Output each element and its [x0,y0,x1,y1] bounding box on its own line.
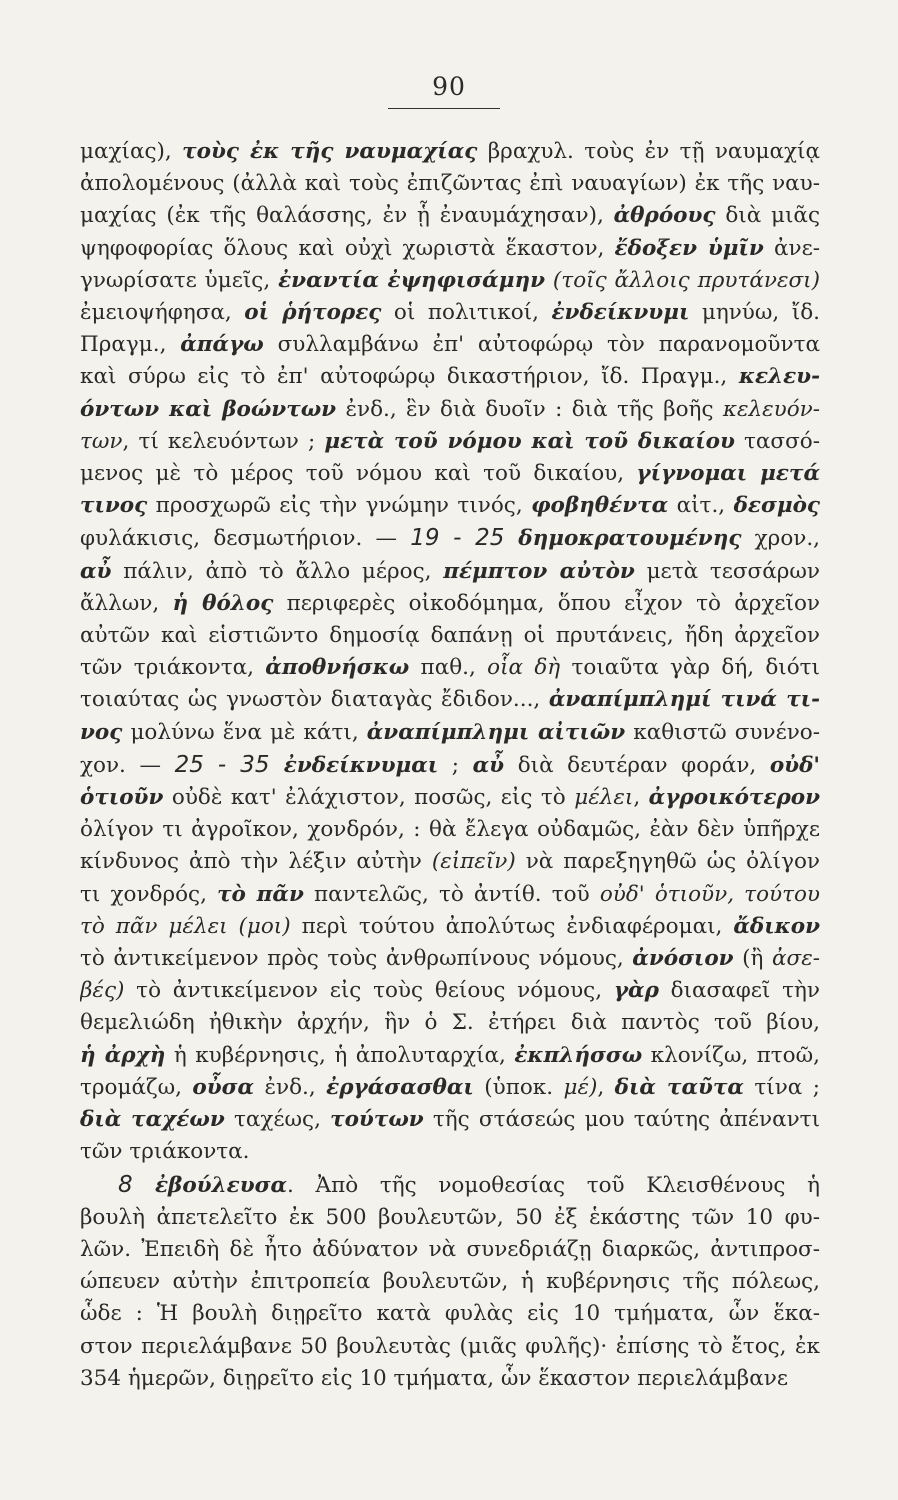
lemma-term: ἀθρόους [613,203,716,229]
lemma-term: τούτων [330,1107,424,1133]
lemma-term: φοβηθέντα [531,493,669,519]
lemma-term: ἀπάγω [180,332,264,358]
lemma-term: ἐνδείκνυμαι [269,752,439,778]
text-segment: οὐδ' ὁτιοῦν, τούτου [599,881,820,907]
text-segment: ἐμειοψήφησα, [80,300,245,326]
text-segment: διὰ δευτέραν φοράν, [504,752,770,778]
lemma-term: δεσμὸς [733,493,820,519]
text-segment: κλονίζω, πτοῶ, [642,1042,820,1068]
text-segment: ώπευεν αὐτὴν ἐπιτροπεία βουλευτῶν, ἡ κυβέρνησις τῆς πόλεως, [80,1269,820,1295]
lemma-term: τοὺς ἐκ τῆς ναυμαχίας [182,139,478,164]
lemma-term: οὖσα [192,1074,255,1100]
text-segment: ἀπολομένους (ἀλλὰ καὶ τοὺς ἐπιζῶντας ἐπὶ ναυαγίων) ἐκ τῆς ναυ- [80,171,820,197]
text-segment: ψηφοφορίας ὅλους καὶ οὐχὶ χωριστὰ ἕκαστον, [80,235,615,261]
text-segment: συλλαμβάνω ἐπ' αὐτοφώρῳ τὸν παρανομοῦντα [263,332,820,358]
text-line [80,1266,820,1298]
text-line [80,652,820,684]
text-segment: (ὑποκ. [473,1074,564,1100]
text-segment: τοιαῦτα γὰρ δή, διότι [560,655,820,681]
text-segment: κίνδυνος ἀπὸ τὴν λέξιν αὐτὴν [80,849,432,875]
text-segment: Πραγμ., [80,332,181,358]
text-line [80,1072,820,1104]
page-number-rule [388,108,500,109]
text-segment: διασαφεῖ τὴν [658,978,820,1004]
text-line [80,168,820,200]
lemma-term: ἀνόσιον [632,946,734,972]
text-line [80,329,820,361]
text-segment: , [597,1074,615,1100]
text-segment: νὰ παρεξηγηθῶ ὡς ὀλίγον [515,849,820,875]
text-segment: τι χονδρός, [80,881,218,907]
text-segment: λῶν. Ἐπειδὴ δὲ ἦτο ἀδύνατον νὰ συνεδριάζῃ διαρκῶς, ἀντιπροσ- [80,1236,820,1262]
text-segment: ἀσε- [772,946,820,972]
text-line [80,361,820,393]
text-line [80,911,820,943]
text-segment: βραχυλ. τοὺς ἐν τῇ ναυμαχίᾳ [477,139,820,164]
text-segment: μαχίας), [80,139,183,164]
text-line [80,749,820,782]
text-segment: θεμελιώδη ἠθικὴν ἀρχήν, ἣν ὁ Σ. ἐτήρει διὰ παντὸς τοῦ βίου, [80,1010,820,1036]
text-segment: ἄλλων, [80,590,173,616]
text-line [80,620,820,652]
text-segment: 19 - 25 [410,525,505,552]
text-line [80,879,820,911]
text-segment: μαχίας (ἐκ τῆς θαλάσσης, ἐν ᾗ ἐναυμάχησαν), [80,203,614,229]
text-segment: τὸ ἀντικείμενον εἰς τοὺς θείους νόμους, [124,978,614,1004]
text-segment: ὧδε : Ἡ βουλὴ διῃρεῖτο κατὰ φυλὰς εἰς 10 τμήματα, ὧν ἕκα- [80,1301,820,1327]
text-segment: παντελῶς, τὸ ἀντίθ. τοῦ [303,881,600,907]
text-line [80,1169,820,1202]
text-segment: φυλάκισις, δεσμωτήριον. — [80,526,411,552]
lemma-term: γὰρ [613,978,659,1004]
text-segment: τῆς στάσεώς μου ταύτης ἀπέναντι [423,1107,820,1133]
lemma-term: ἐργάσασθαι [326,1074,474,1100]
text-line [80,1298,820,1330]
lemma-term: ἀναπίμπλημί τινά τι- [548,687,820,713]
text-segment: περὶ τούτου ἀπολύτως ἐνδιαφέρομαι, [290,913,734,939]
text-line [80,943,820,975]
text-line [80,522,820,555]
text-segment: μολύνω ἕνα μὲ κάτι, [122,719,367,745]
lemma-term: αὖ [472,752,505,778]
lemma-term: ἀναπίμπλημι αἰτιῶν [366,719,626,745]
lemma-term: πέμπτον αὐτὸν [443,558,635,584]
text-segment: ἡ κυβέρνησις, ἡ ἀπολυταρχία, [165,1042,515,1068]
text-line [80,1331,820,1363]
text-line [80,846,820,878]
text-segment: καὶ σύρω εἰς τὸ ἐπ' αὐτοφώρῳ δικαστήριον, ἴδ. Πραγμ., [80,364,739,390]
lemma-term: όντων καὶ βοώντων [80,396,337,422]
text-segment: μενος μὲ τὸ μέρος τοῦ νόμου καὶ τοῦ δικαίου, [80,461,637,487]
lemma-term: ἐβούλευσα [132,1172,288,1198]
text-segment: καθιστῶ συνένο- [625,719,820,745]
text-segment: (εἰπεῖν) [431,849,516,875]
text-segment: διὰ μιᾶς [715,203,820,229]
text-segment: βουλὴ ἀπετελεῖτο ἐκ 500 βουλευτῶν, 50 ἐξ ἑκάστης τῶν 10 φυ- [80,1204,820,1230]
lemma-term: τὸ πᾶν [217,881,304,907]
text-line [80,1136,820,1168]
text-line [80,814,820,846]
text-line [80,1202,820,1234]
text-line [80,426,820,458]
text-line [80,556,820,588]
text-segment: ταχέως, [224,1107,331,1133]
commentary-text [80,136,820,1395]
lemma-term: ἡ ἀρχὴ [80,1042,166,1068]
text-segment: χον. — [80,752,175,778]
text-line [80,1363,820,1395]
lemma-term: ἀγροικότερον [648,785,820,811]
text-segment: προσχωρῶ εἰς τὴν γνώμην τινός, [147,493,532,519]
text-segment: ἐνδ., [254,1074,327,1100]
text-segment: μέλει [574,785,634,811]
text-segment: οἷα δὴ [487,655,561,681]
text-segment: γνωρίσατε ὑμεῖς, [80,267,279,293]
text-line [80,458,820,490]
text-segment: αὐτῶν καὶ εἱστιῶντο δημοσίᾳ δαπάνῃ οἱ πρυτάνεις, ἤδη ἀρχεῖον [80,623,820,649]
text-segment: τοιαύτας ὡς γνωστὸν διαταγὰς ἔδιδον..., [80,687,549,713]
text-segment: τίνα ; [743,1074,820,1100]
lemma-term: νος [80,719,123,745]
text-segment: 8 [118,1171,133,1198]
text-line [80,1040,820,1072]
text-line [80,588,820,620]
text-segment: μέ) [563,1074,598,1100]
text-segment: ; [438,752,473,778]
text-segment: πάλιν, ἀπὸ τὸ ἄλλο μέρος, [111,558,444,584]
text-line [80,233,820,265]
text-segment: βές) [80,978,125,1004]
lemma-term: οἱ ῥήτορες [244,300,382,326]
text-segment: , τί κελευόντων ; [122,428,325,454]
text-line [80,394,820,426]
lemma-term: διὰ ταῦτα [614,1074,744,1100]
text-segment: τῶν τριάκοντα. [80,1139,250,1165]
lemma-term: ἡ θόλος [172,590,274,616]
text-segment: τῶν τριάκοντα, [80,655,266,681]
text-segment: (τοῖς ἄλλοις πρυτάνεσι) [545,267,820,293]
text-segment: οὐδὲ κατ' ἐλάχιστον, ποσῶς, εἰς τὸ [163,785,575,811]
page-number: 90 [432,72,466,101]
text-segment: (ἢ [733,946,772,972]
lemma-term: ἄδικον [733,913,820,939]
text-segment: ὀλίγον τι ἀγροῖκον, χονδρόν, : θὰ ἔλεγα οὐδαμῶς, ἐὰν δὲν ὑπῆρχε [80,817,820,843]
lemma-term: γίγνομαι μετά [636,461,820,487]
text-segment: μετὰ τεσσάρων [634,558,820,584]
text-segment: , [633,785,649,811]
lemma-term: οὐδ' [769,752,820,778]
text-segment: 354 ἡμερῶν, διῃρεῖτο εἰς 10 τμήματα, ὧν ἕκαστον περιελάμβανε [80,1365,788,1391]
text-segment: ἀνε- [763,235,820,261]
lemma-term: δημοκρατουμένης [504,526,742,552]
text-line [80,265,820,297]
lemma-term: κελευ- [738,364,820,390]
text-line [80,200,820,232]
text-segment: τὸ πᾶν μέλει (μοι) [80,913,291,939]
lemma-term: ἐνδείκνυμι [551,300,690,326]
text-segment: μηνύω, ἴδ. [689,300,820,326]
lemma-term: ἀποθνήσκω [265,655,410,681]
text-line [80,717,820,749]
lemma-term: ἐναντία ἐψηφισάμην [278,267,545,293]
text-line [80,297,820,329]
text-segment: κελευόν- [722,396,820,422]
lemma-term: ἔδοξεν ὑμῖν [614,235,764,261]
lemma-term: ὁτιοῦν [80,785,164,811]
text-segment: οἱ πολιτικοί, [381,300,552,326]
text-segment: . Ἀπὸ τῆς νομοθεσίας τοῦ Κλεισθένους ἡ [287,1172,820,1198]
lemma-term: μετὰ τοῦ νόμου καὶ τοῦ δικαίου [324,428,735,454]
text-segment: στον περιελάμβανε 50 βουλευτὰς (μιᾶς φυλῆς)· ἐπίσης τὸ ἔτος, ἐκ [80,1333,820,1359]
text-segment: περιφερὲς οἰκοδόμημα, ὅπου εἶχον τὸ ἀρχεῖον [273,590,820,616]
text-line [80,490,820,522]
text-segment: χρον., [741,526,820,552]
text-line [80,782,820,814]
text-segment: παθ., [409,655,488,681]
text-line [80,1007,820,1039]
lemma-term: ἐκπλήσσω [514,1042,643,1068]
text-line [80,136,820,168]
text-segment: τρομάζω, [80,1074,193,1100]
text-line [80,684,820,716]
text-line [80,1234,820,1266]
text-segment: τασσό- [734,428,820,454]
text-line [80,975,820,1007]
text-segment: 25 - 35 [174,751,270,778]
lemma-term: διὰ ταχέων [80,1107,225,1133]
lemma-term: τινος [80,493,148,519]
text-segment: ἐνδ., ἓν διὰ δυοῖν : διὰ τῆς βοῆς [336,396,723,422]
text-segment: τὸ ἀντικείμενον πρὸς τοὺς ἀνθρωπίνους νόμους, [80,946,633,972]
text-segment: των [80,428,123,454]
text-line [80,1104,820,1136]
text-segment: αἰτ., [668,493,734,519]
lemma-term: αὖ [80,558,112,584]
